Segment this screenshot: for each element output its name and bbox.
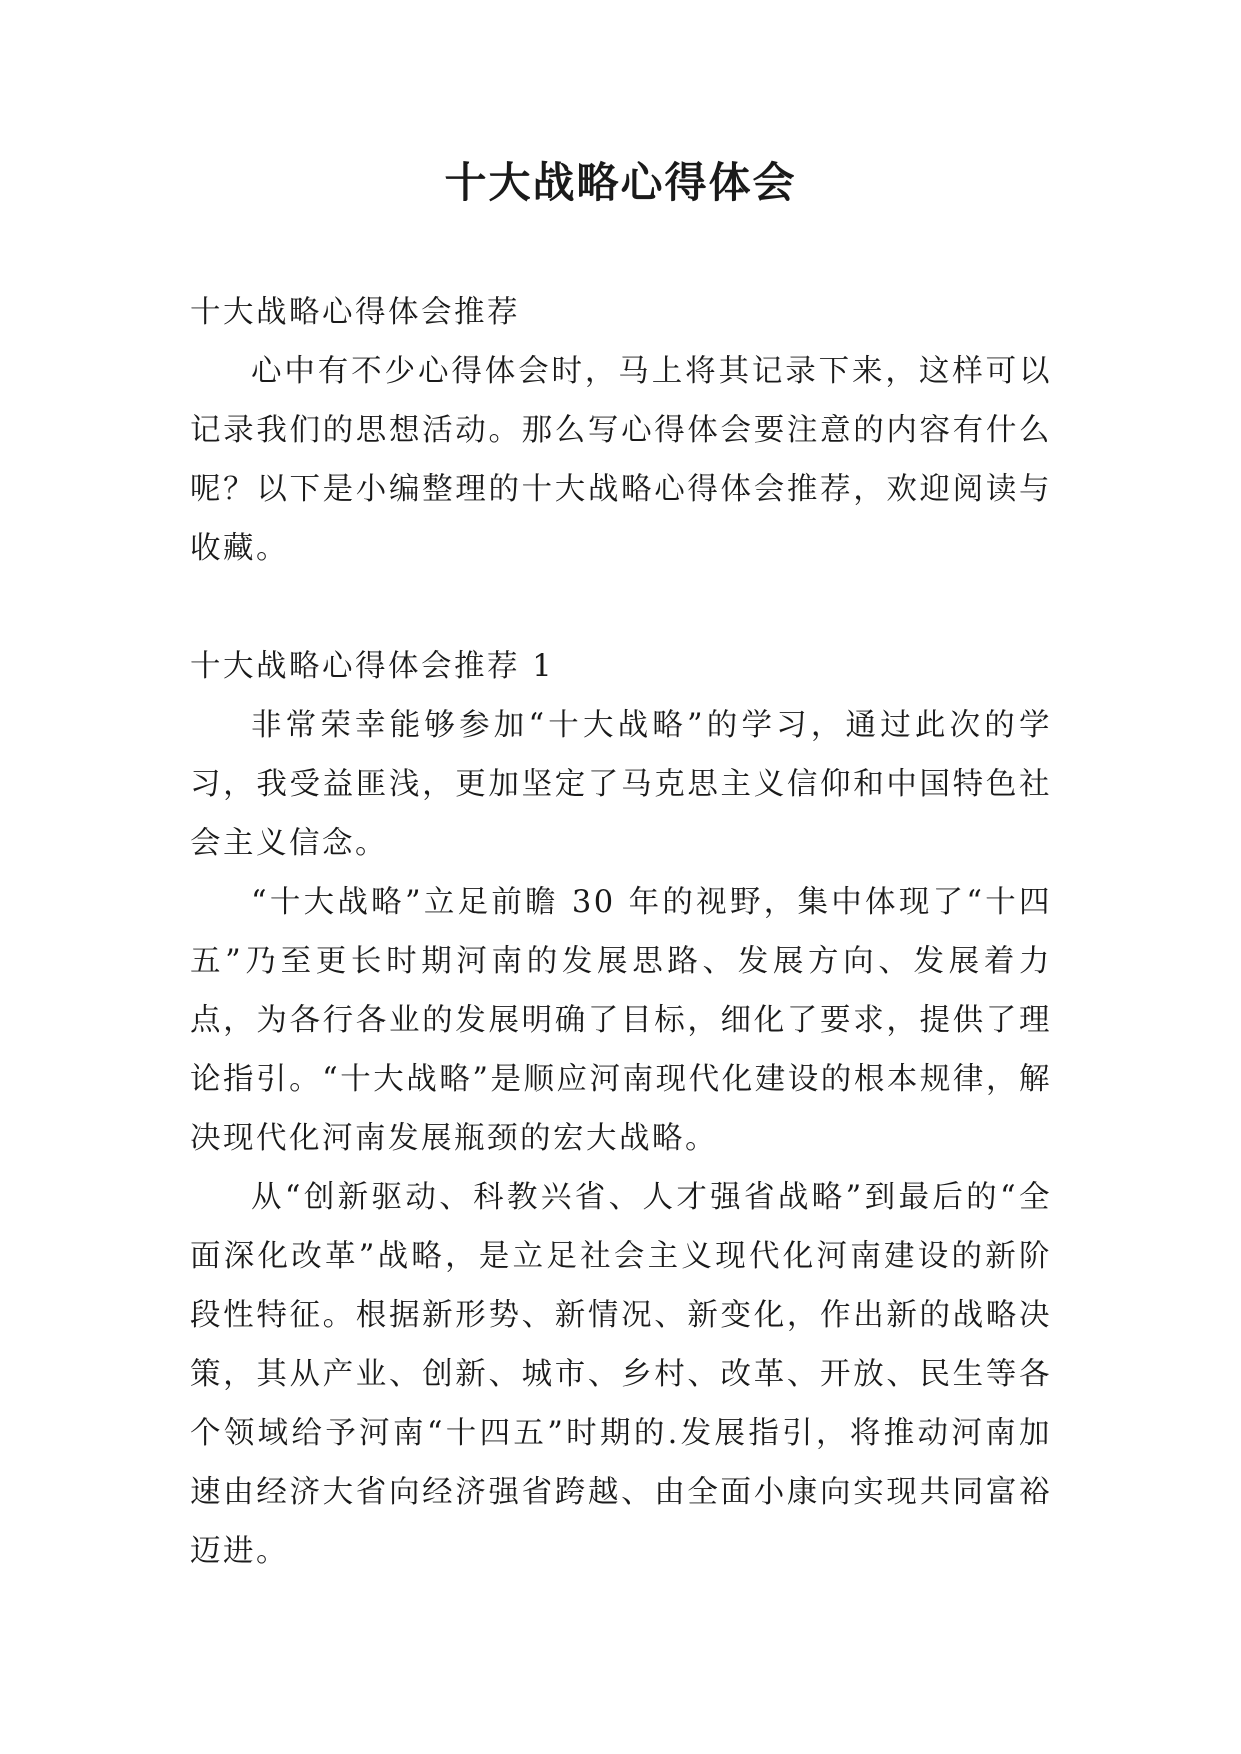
section-spacer bbox=[190, 578, 1052, 637]
section-heading-intro: 十大战略心得体会推荐 bbox=[190, 295, 520, 330]
section-heading-1: 十大战略心得体会推荐 1 bbox=[190, 649, 555, 684]
document-title: 十大战略心得体会 bbox=[444, 158, 797, 207]
document-body bbox=[190, 283, 1052, 1581]
paragraph-1-3: 从“创新驱动、科教兴省、人才强省战略”到最后的“全面深化改革”战略，是立足社会主义现代化河南建设的新阶段性特征。根据新形势、新情况、新变化，作出新的战略决策，其从产业、创新、城市、乡村、改革、开放、民生等各个领域给予河南“十四五”时期的.发展指引，将推动河南加速由经济大省向经济强省跨越、由全面小康向实现共同富裕迈进。 bbox=[190, 1180, 1052, 1569]
paragraph-intro: 心中有不少心得体会时，马上将其记录下来，这样可以记录我们的思想活动。那么写心得体会要注意的内容有什么呢？以下是小编整理的十大战略心得体会推荐，欢迎阅读与收藏。 bbox=[190, 354, 1052, 566]
paragraph-1-1: 非常荣幸能够参加“十大战略”的学习，通过此次的学习，我受益匪浅，更加坚定了马克思主义信仰和中国特色社会主义信念。 bbox=[190, 708, 1052, 861]
paragraph-1-2: “十大战略”立足前瞻 30 年的视野，集中体现了“十四五”乃至更长时期河南的发展思路、发展方向、发展着力点，为各行各业的发展明确了目标，细化了要求，提供了理论指引。“十大战略”是顺应河南现代化建设的根本规律，解决现代化河南发展瓶颈的宏大战略。 bbox=[190, 885, 1052, 1156]
